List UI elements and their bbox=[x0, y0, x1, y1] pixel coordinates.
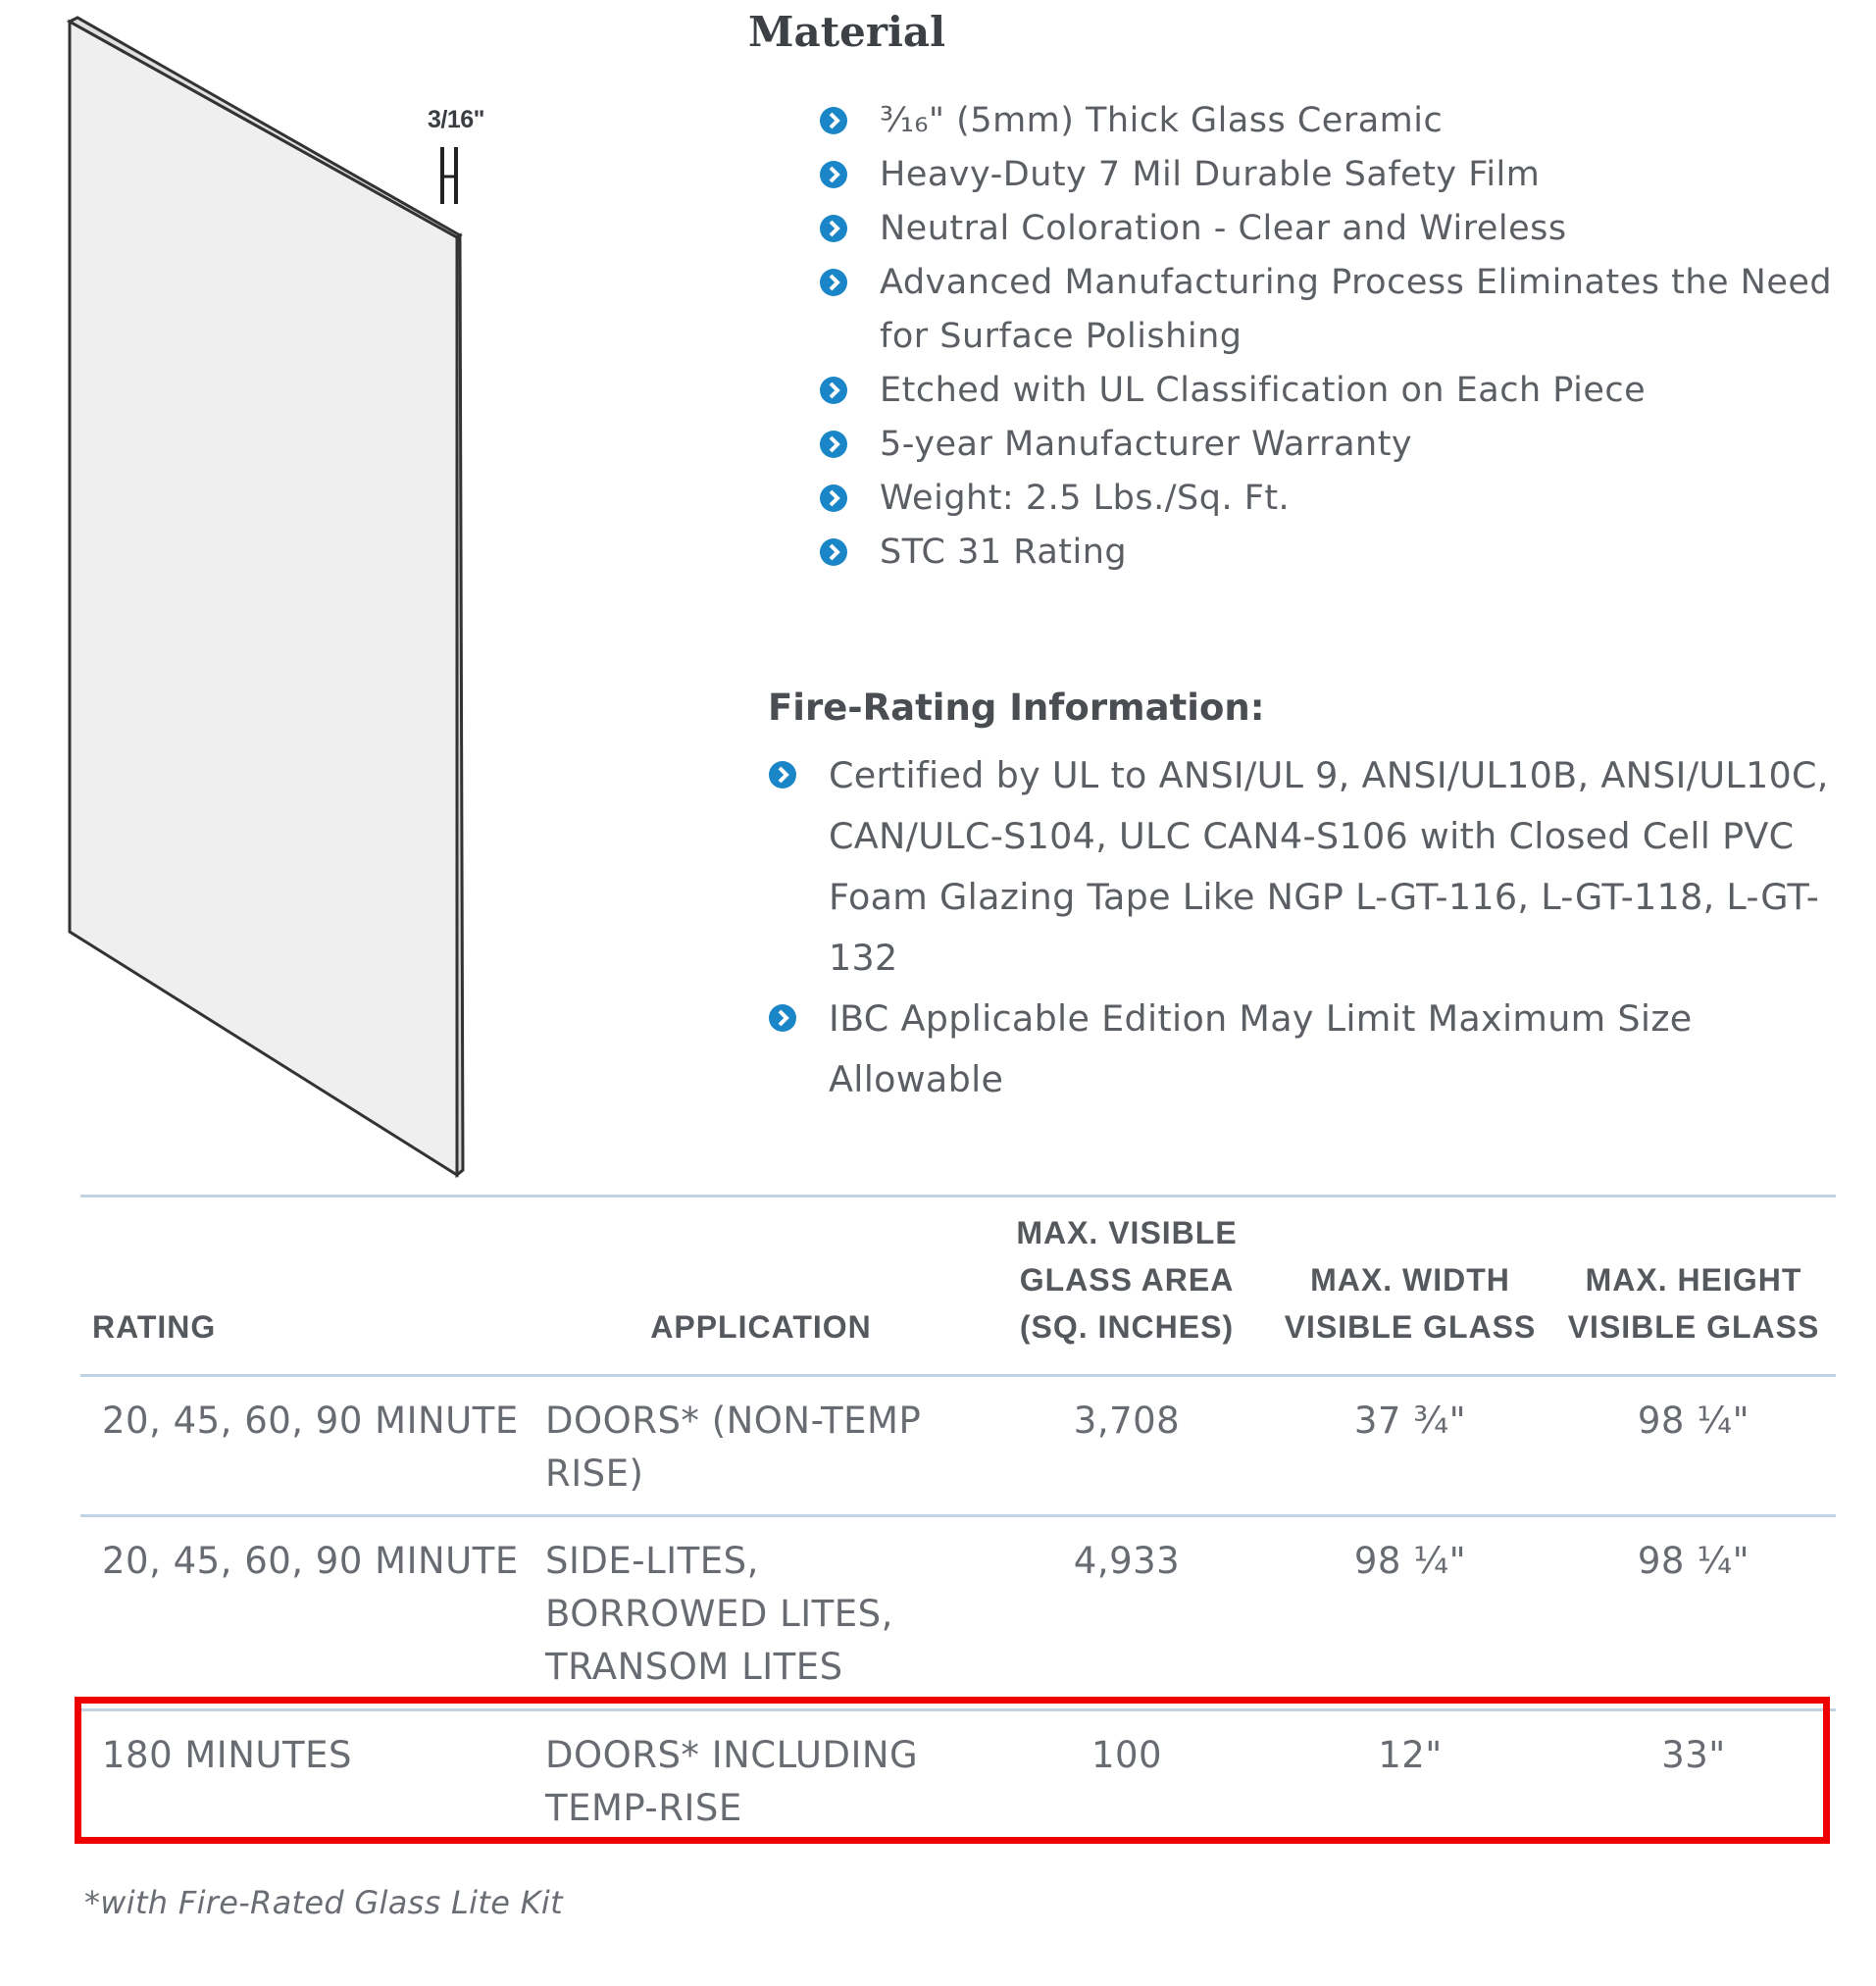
cell-height: 33" bbox=[1661, 1734, 1726, 1776]
chevron-circle-icon bbox=[819, 537, 848, 567]
list-item-text: STC 31 Rating bbox=[880, 533, 1128, 572]
list-item-text: IBC Applicable Edition May Limit Maximum Size Allowable bbox=[829, 997, 1693, 1100]
cell-area: 3,708 bbox=[985, 1376, 1269, 1516]
table-header-row bbox=[80, 1197, 1836, 1376]
chevron-circle-icon bbox=[819, 106, 848, 135]
list-item bbox=[819, 202, 1868, 256]
highlight-box bbox=[75, 1697, 1830, 1844]
cell-height: 98 ¼" bbox=[1551, 1516, 1836, 1710]
list-item bbox=[768, 989, 1856, 1110]
chevron-circle-icon bbox=[768, 1003, 797, 1033]
table-row bbox=[80, 1516, 1836, 1710]
cell-area: 100 bbox=[1090, 1734, 1163, 1776]
cell-application: DOORS* INCLUDING TEMP-RISE bbox=[545, 1734, 919, 1829]
thickness-label: 3/16" bbox=[428, 106, 485, 133]
cell-application: DOORS* (NON-TEMP RISE) bbox=[537, 1376, 985, 1516]
chevron-circle-icon bbox=[819, 484, 848, 513]
material-title: Material bbox=[748, 8, 946, 56]
cell-rating: 20, 45, 60, 90 MINUTE bbox=[80, 1516, 537, 1710]
chevron-circle-icon bbox=[768, 760, 797, 789]
list-item-text: Etched with UL Classification on Each Piece bbox=[880, 371, 1647, 410]
cell-height: 98 ¼" bbox=[1551, 1376, 1836, 1516]
chevron-circle-icon bbox=[819, 160, 848, 189]
header-height: MAX. HEIGHT VISIBLE GLASS bbox=[1551, 1197, 1836, 1376]
chevron-circle-icon bbox=[819, 268, 848, 297]
header-width: MAX. WIDTH VISIBLE GLASS bbox=[1269, 1197, 1551, 1376]
cell-application: SIDE-LITES, BORROWED LITES, TRANSOM LITES bbox=[537, 1516, 985, 1710]
list-item bbox=[819, 418, 1868, 472]
material-list bbox=[819, 94, 1868, 580]
header-area: MAX. VISIBLE GLASS AREA (SQ. INCHES) bbox=[985, 1197, 1269, 1376]
header-rating: RATING bbox=[80, 1197, 537, 1376]
list-item bbox=[768, 745, 1856, 989]
table-footnote: *with Fire-Rated Glass Lite Kit bbox=[84, 1884, 563, 1921]
cell-rating: 20, 45, 60, 90 MINUTE bbox=[80, 1376, 537, 1516]
list-item-text: Advanced Manufacturing Process Eliminates the Need for Surface Polishing bbox=[880, 263, 1833, 356]
list-item bbox=[819, 148, 1868, 202]
list-item bbox=[819, 94, 1868, 148]
list-item bbox=[819, 526, 1868, 580]
list-item bbox=[819, 364, 1868, 418]
chevron-circle-icon bbox=[819, 376, 848, 405]
list-item-text: Neutral Coloration - Clear and Wireless bbox=[880, 209, 1567, 248]
list-item-text: Certified by UL to ANSI/UL 9, ANSI/UL10B, ANSI/UL10C, CAN/ULC-S104, ULC CAN4-S106 with Closed Cell PVC Foam Glazing Tape Like NGP L-GT-116, L-GT-118, L-GT-132 bbox=[829, 754, 1829, 979]
cell-width: 37 ¾" bbox=[1269, 1376, 1551, 1516]
fire-rating-title: Fire-Rating Information: bbox=[768, 687, 1265, 729]
cell-area: 4,933 bbox=[985, 1516, 1269, 1710]
list-item-text: 5-year Manufacturer Warranty bbox=[880, 425, 1413, 464]
list-item bbox=[819, 256, 1868, 364]
table-row bbox=[80, 1376, 1836, 1516]
cell-rating: 180 MINUTES bbox=[102, 1734, 352, 1776]
chevron-circle-icon bbox=[819, 430, 848, 459]
list-item-text: Weight: 2.5 Lbs./Sq. Ft. bbox=[880, 479, 1291, 518]
chevron-circle-icon bbox=[819, 214, 848, 243]
fire-rating-list bbox=[768, 745, 1856, 1110]
glass-panel-illustration bbox=[54, 10, 564, 1187]
header-application: APPLICATION bbox=[537, 1197, 985, 1376]
cell-width: 98 ¼" bbox=[1269, 1516, 1551, 1710]
list-item-text: ³⁄₁₆" (5mm) Thick Glass Ceramic bbox=[880, 101, 1444, 140]
cell-width: 12" bbox=[1378, 1734, 1443, 1776]
list-item bbox=[819, 472, 1868, 526]
list-item-text: Heavy-Duty 7 Mil Durable Safety Film bbox=[880, 155, 1541, 194]
